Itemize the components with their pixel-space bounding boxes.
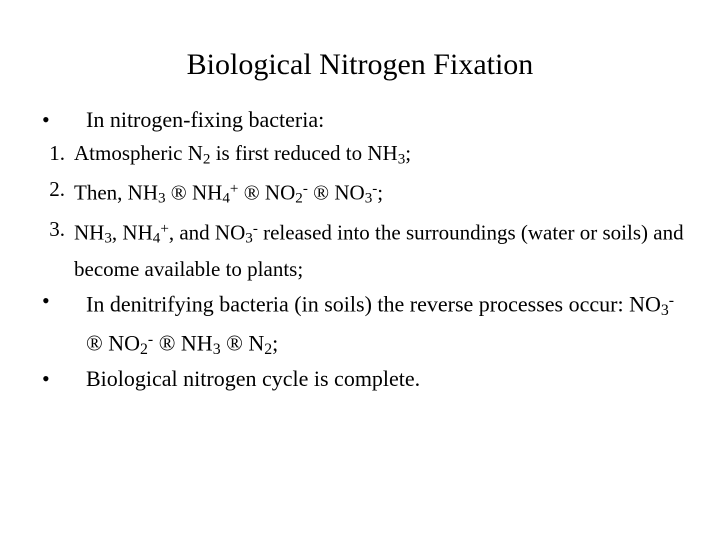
list-item xyxy=(28,138,692,174)
bullet-text-2: In denitrifying bacteria (in soils) the reverse processes occur: $NO_3^-$ ® $NO_2^-$ ® $NH_3$ ® $N_2$; xyxy=(86,291,675,358)
list-item-number: 3. xyxy=(49,216,65,241)
list-item-number: 1. xyxy=(49,141,65,165)
list-item-number: 2. xyxy=(49,177,65,202)
bullet-marker-icon: • xyxy=(42,365,50,391)
bullet-item-1 xyxy=(28,105,692,134)
list-item-text: Atmospheric $N_2$ is first reduced to $NH_3$; xyxy=(74,141,412,168)
slide-body xyxy=(28,105,692,393)
page-title: Biological Nitrogen Fixation xyxy=(186,48,534,81)
bullet-marker-icon: • xyxy=(42,287,50,313)
list-item-text: $NH_3$, $NH_4^+$, and $NO_3^-$ released into the surroundings (water or soils) and become available to plants; xyxy=(74,220,684,281)
list-item-text: Then, $NH_3$ ® $NH_4^+$ ® $NO_2^-$ ® $NO_3^-$; xyxy=(74,180,384,207)
numbered-list xyxy=(28,138,692,284)
bullet-text-1: In nitrogen-fixing bacteria: xyxy=(86,107,325,132)
bullet-item-2 xyxy=(28,286,692,364)
bullet-item-3 xyxy=(28,364,692,393)
list-item xyxy=(28,214,692,284)
bullet-text-3: Biological nitrogen cycle is complete. xyxy=(86,365,421,391)
list-item xyxy=(28,174,692,214)
bullet-marker-icon: • xyxy=(42,107,50,132)
